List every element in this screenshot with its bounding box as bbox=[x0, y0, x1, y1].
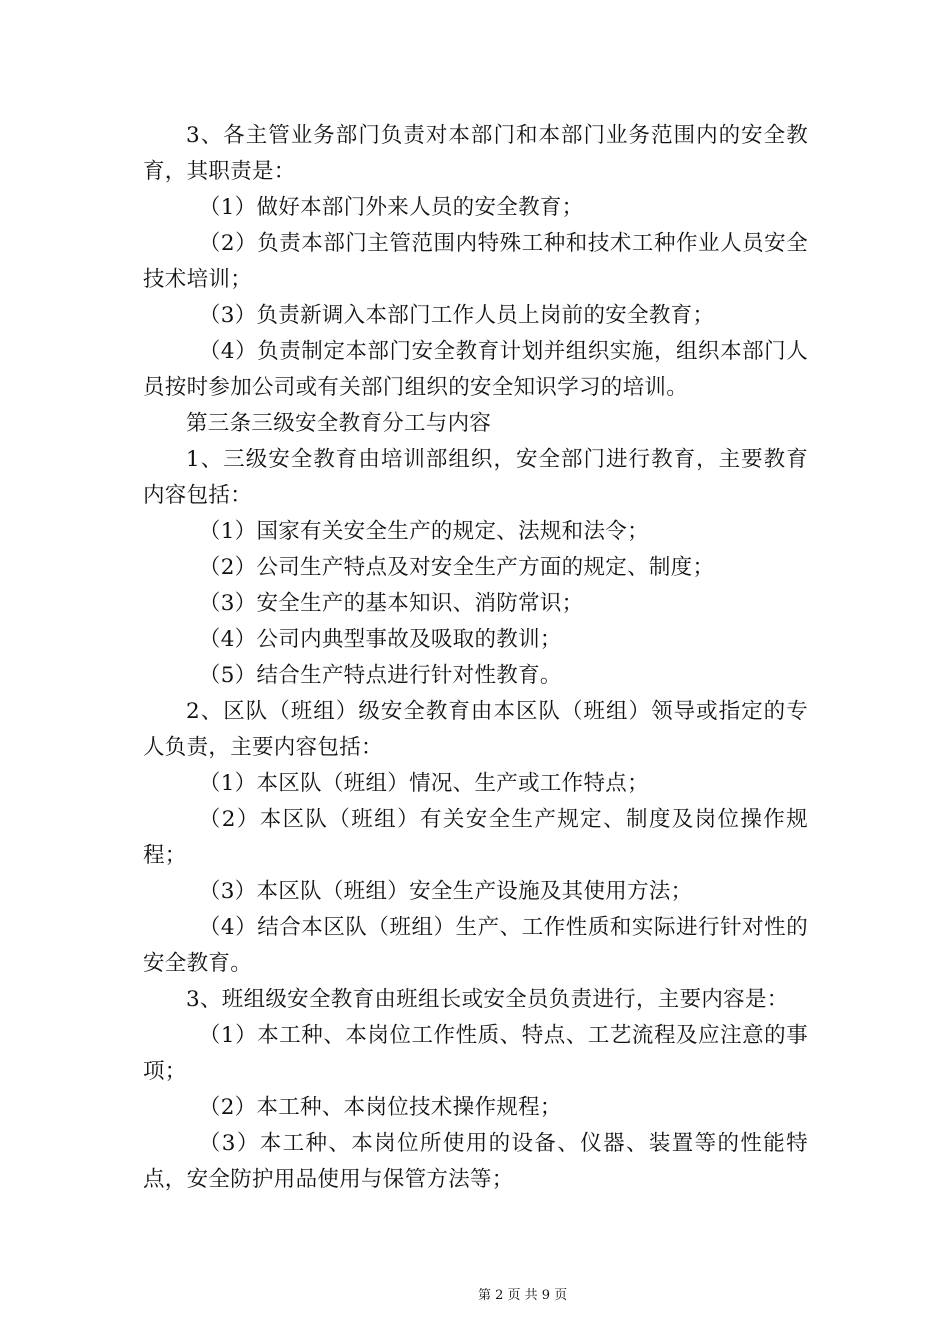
paragraph: （4）公司内典型事故及吸取的教训； bbox=[198, 627, 562, 652]
paragraph: 1、三级安全教育由培训部组织，安全部门进行教育，主要教育内容包括： bbox=[143, 447, 808, 508]
paragraph: （3）安全生产的基本知识、消防常识； bbox=[198, 591, 584, 616]
paragraph: （2）负责本部门主管范围内特殊工种和技术工种作业人员安全技术培训； bbox=[143, 231, 808, 292]
paragraph: （3）本工种、本岗位所使用的设备、仪器、装置等的性能特点，安全防护用品使用与保管方法等； bbox=[143, 1131, 808, 1192]
paragraph: （1）做好本部门外来人员的安全教育； bbox=[198, 195, 584, 220]
paragraph: （5）结合生产特点进行针对性教育。 bbox=[198, 663, 562, 688]
paragraph: （3）负责新调入本部门工作人员上岗前的安全教育； bbox=[198, 303, 715, 328]
paragraph: （2）本工种、本岗位技术操作规程； bbox=[198, 1095, 562, 1120]
paragraph: （1）本区队（班组）情况、生产或工作特点； bbox=[198, 771, 649, 796]
paragraph: （2）本区队（班组）有关安全生产规定、制度及岗位操作规程； bbox=[143, 807, 808, 868]
paragraph: （4）负责制定本部门安全教育计划并组织实施，组织本部门人员按时参加公司或有关部门组织的安全知识学习的培训。 bbox=[143, 339, 808, 400]
paragraph: 3、班组级安全教育由班组长或安全员负责进行，主要内容是： bbox=[186, 987, 789, 1012]
page-number-footer: 第 2 页 共 9 页 bbox=[478, 1288, 568, 1303]
paragraph: （4）结合本区队（班组）生产、工作性质和实际进行针对性的安全教育。 bbox=[143, 915, 808, 976]
section-heading: 第三条三级安全教育分工与内容 bbox=[186, 411, 492, 436]
document-body bbox=[143, 118, 808, 1198]
paragraph: （2）公司生产特点及对安全生产方面的规定、制度； bbox=[198, 555, 715, 580]
paragraph: 2、区队（班组）级安全教育由本区队（班组）领导或指定的专人负责，主要内容包括： bbox=[143, 699, 808, 760]
paragraph: （3）本区队（班组）安全生产设施及其使用方法； bbox=[198, 879, 693, 904]
paragraph: （1）国家有关安全生产的规定、法规和法令； bbox=[198, 519, 649, 544]
paragraph: 3、各主管业务部门负责对本部门和本部门业务范围内的安全教育，其职责是： bbox=[143, 123, 808, 184]
paragraph: （1）本工种、本岗位工作性质、特点、工艺流程及应注意的事项； bbox=[143, 1023, 808, 1084]
